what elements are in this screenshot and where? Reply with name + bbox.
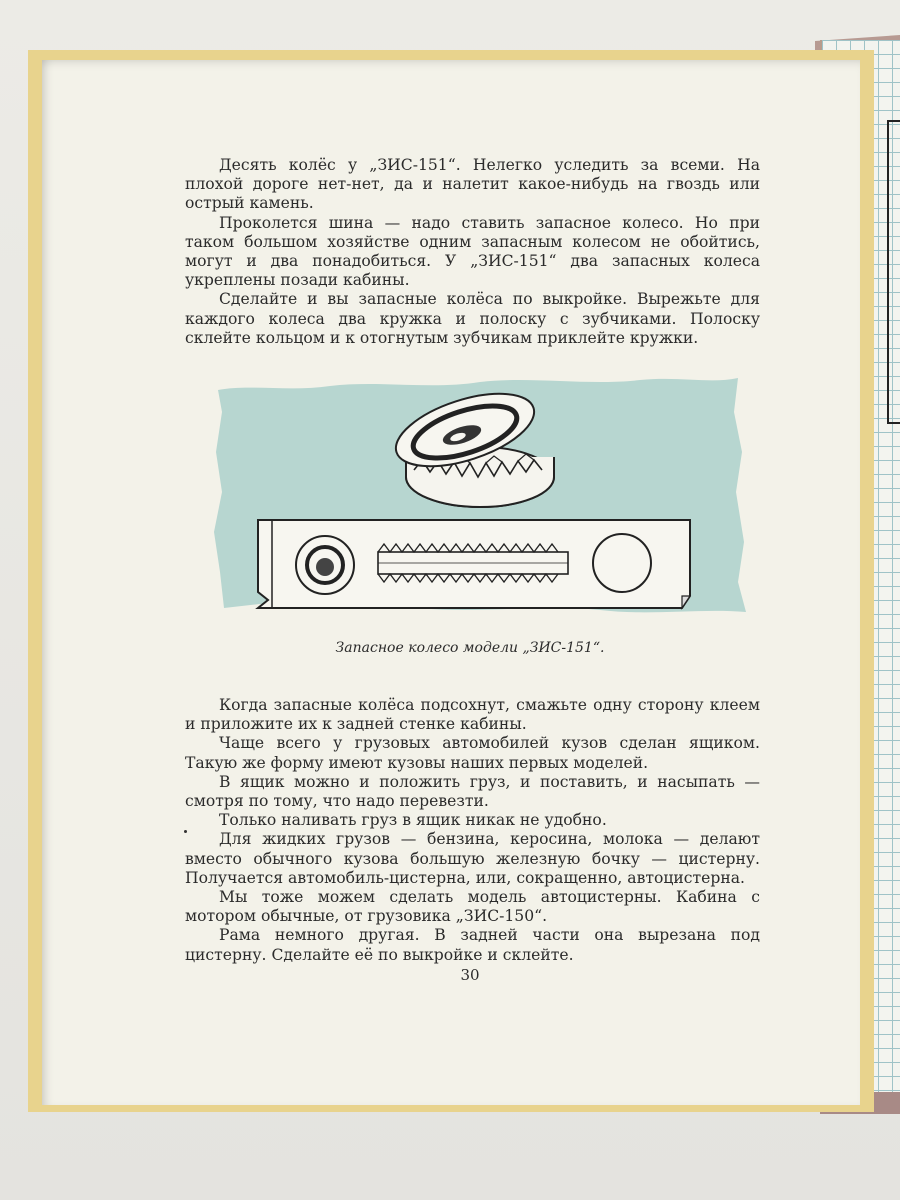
paragraph: Для жидких грузов — бензина, керосина, молока — делают вместо обычного кузова большую железную бочку — цистерну. Получается автомобиль-цистерна, или, сокращенно, автоцистерна. xyxy=(185,830,760,887)
paragraph: Десять колёс у „ЗИС-151“. Нелегко уследить за всеми. На плохой дороге нет-нет, да и налетит какое-нибудь на гвоздь или острый камень. xyxy=(185,156,760,213)
paragraph: Чаще всего у грузовых автомобилей кузов сделан ящиком. Такую же форму имеют кузовы наших первых моделей. xyxy=(185,734,760,772)
paragraph: Только наливать груз в ящик никак не удобно. xyxy=(219,811,607,830)
paragraph: В ящик можно и положить груз, и поставить, и насыпать — смотря по тому, что надо перевезти. xyxy=(185,772,760,811)
figure-caption: Запасное колесо модели „ЗИС-151“. xyxy=(335,640,605,656)
paragraph: Мы тоже можем сделать модель автоцистерны. Кабина с мотором обычные, от грузовика „ЗИС-150“. xyxy=(185,888,760,926)
ink-speck xyxy=(184,830,187,833)
paragraph: Сделайте и вы запасные колёса по выкройке. Вырежьте для каждого колеса два кружка и полоску с зубчиками. Полоску склейте кольцом и к отогнутым зубчикам приклейте кружки. xyxy=(185,290,760,347)
template-disc-right xyxy=(593,534,651,592)
graph-paper-outline xyxy=(887,120,900,424)
text-block-top xyxy=(185,156,760,348)
paragraph: Рама немного другая. В задней части она вырезана под цистерну. Сделайте её по выкройке и склейте. xyxy=(185,926,760,964)
paragraph: Проколется шина — надо ставить запасное колесо. Но при таком большом хозяйстве одним запасным колесом не обойтись, могут и два понадобиться. У „ЗИС-151“ два запасных колеса укреплены позади кабины. xyxy=(185,213,760,290)
text-block-bottom xyxy=(185,696,760,965)
template-disc-left-hub xyxy=(316,558,334,576)
page-number: 30 xyxy=(460,966,480,984)
spare-wheel-illustration xyxy=(210,372,750,620)
paragraph: Когда запасные колёса подсохнут, смажьте одну сторону клеем и приложите их к задней стенке кабины. xyxy=(185,696,760,734)
